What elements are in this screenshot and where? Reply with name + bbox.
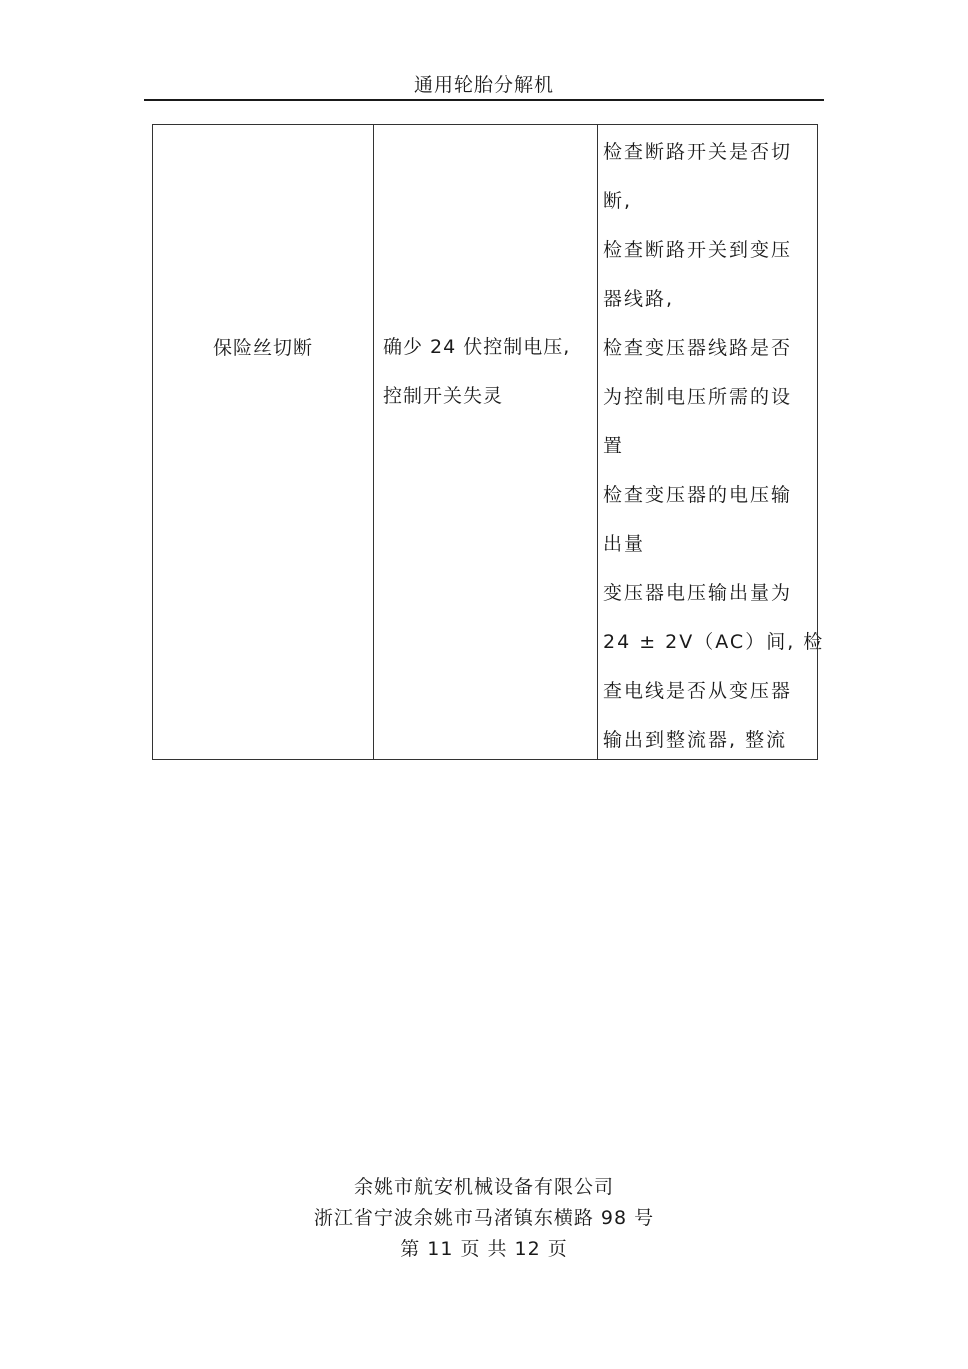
troubleshooting-table: [152, 124, 825, 760]
action-line: 输出到整流器, 整流: [603, 729, 788, 751]
column-divider: [597, 125, 598, 759]
fault-cell: 保险丝切断: [212, 337, 313, 359]
action-line: 检查变压器的电压输: [603, 484, 793, 506]
cause-cell: [383, 323, 593, 421]
footer-address: 浙江省宁波余姚市马渚镇东横路 98 号: [313, 1207, 655, 1229]
page-header-title: 通用轮胎分解机: [413, 74, 554, 96]
footer-page-info: 第 11 页 共 12 页: [400, 1238, 568, 1260]
action-cell: [603, 128, 825, 765]
action-line: 检查断路开关是否切: [603, 141, 793, 163]
action-line: 变压器电压输出量为: [603, 582, 793, 604]
action-line: 器线路,: [603, 288, 675, 310]
cause-line: 确少 24 伏控制电压,: [383, 336, 571, 358]
action-line: 检查变压器线路是否: [603, 337, 793, 359]
column-divider: [373, 125, 374, 759]
action-line: 为控制电压所需的设: [603, 386, 793, 408]
action-line: 24 ± 2V（AC）间, 检: [603, 631, 825, 653]
action-line: 置: [603, 435, 625, 457]
action-line: 断,: [603, 190, 633, 212]
action-line: 检查断路开关到变压: [603, 239, 793, 261]
header-rule: [144, 99, 824, 101]
action-line: 查电线是否从变压器: [603, 680, 793, 702]
action-line: 出量: [603, 533, 646, 555]
cause-line: 控制开关失灵: [383, 385, 504, 407]
footer-company: 余姚市航安机械设备有限公司: [353, 1176, 614, 1198]
